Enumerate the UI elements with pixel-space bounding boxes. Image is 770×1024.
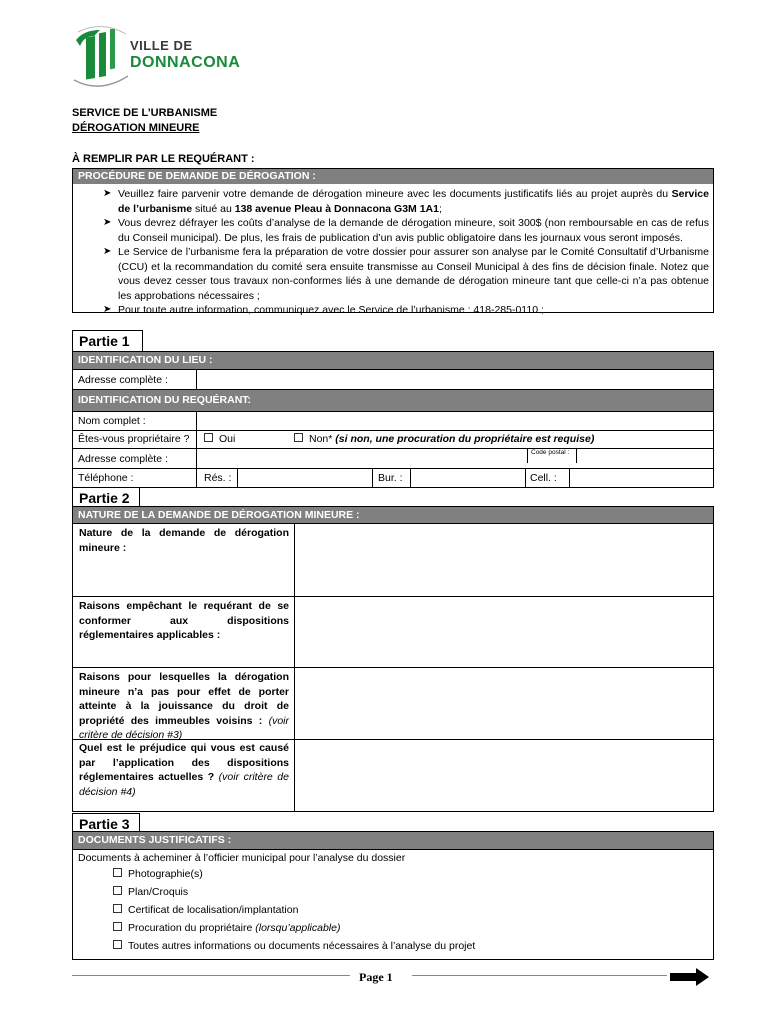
ville-logo <box>72 24 262 90</box>
q-atteinte: Raisons pour lesquelles la dérogation mineure n’a pas pour effet de porter atteinte à la jouissance du droit de propriété des immeubles voisins : (voir critère de décision #3) <box>79 671 289 741</box>
checkbox-icon[interactable] <box>204 433 213 442</box>
oui-option[interactable]: Oui <box>204 433 235 445</box>
label-nom: Nom complet : <box>78 415 146 427</box>
q-raisons: Raisons empêchant le requérant de se conformer aux dispositions réglementaires applicables : <box>79 600 289 641</box>
footer-rule-left <box>72 975 350 976</box>
res-field[interactable] <box>237 469 373 487</box>
row-adresse-lieu <box>72 370 714 390</box>
code-postal-field[interactable] <box>576 449 713 463</box>
doc-item-autres[interactable]: Toutes autres informations ou documents nécessaires à l’analyse du projet <box>113 940 475 958</box>
cell-field[interactable] <box>569 469 713 487</box>
raisons-field[interactable] <box>294 597 713 667</box>
row-nature <box>72 524 714 597</box>
logo-ville-de: VILLE DE <box>130 38 193 53</box>
doc-item-photos[interactable]: Photographie(s) <box>113 868 475 886</box>
partie-2-tab: Partie 2 <box>72 487 140 507</box>
row-telephone <box>72 469 714 488</box>
arrow-bullet-icon: ➤ <box>103 304 112 315</box>
logo-emblem-icon <box>72 24 130 90</box>
nature-header: NATURE DE LA DEMANDE DE DÉROGATION MINEURE : <box>72 506 714 524</box>
partie-1-tab: Partie 1 <box>72 330 143 351</box>
label-code-postal: Code postal : <box>531 449 570 456</box>
fill-in-heading: À REMPLIR PAR LE REQUÉRANT : <box>72 153 255 165</box>
doc-item-procuration[interactable]: Procuration du propriétaire (lorsqu’applicable) <box>113 922 475 940</box>
docs-header: DOCUMENTS JUSTIFICATIFS : <box>72 831 714 850</box>
label-adresse: Adresse complète : <box>78 453 168 465</box>
requerant-header: IDENTIFICATION DU REQUÉRANT: <box>72 390 714 412</box>
procedure-bullet-2: ➤ Vous devrez défrayer les coûts d’analyse de la demande de dérogation mineure, soit 300$ (non remboursable en cas de refus du Conseil municipal). De plus, les frais de publication d’un avis public obligatoire dans les journaux vous seront imposés. <box>103 217 709 244</box>
q-nature: Nature de la demande de dérogation mineure : <box>79 527 289 554</box>
arrow-bullet-icon: ➤ <box>103 217 112 228</box>
checkbox-icon[interactable] <box>294 433 303 442</box>
row-nom <box>72 412 714 431</box>
checkbox-icon[interactable] <box>113 940 122 949</box>
checkbox-icon[interactable] <box>113 922 122 931</box>
lieu-header: IDENTIFICATION DU LIEU : <box>72 351 714 370</box>
doc-item-plan[interactable]: Plan/Croquis <box>113 886 475 904</box>
footer-rule-right <box>412 975 667 976</box>
arrow-bullet-icon: ➤ <box>103 188 112 199</box>
row-adresse <box>72 449 714 469</box>
partie-3-tab: Partie 3 <box>72 813 140 832</box>
procedure-bullet-4: ➤ Pour toute autre information, communiquez avec le Service de l’urbanisme : 418-285-0110 ; <box>103 304 544 316</box>
nom-field[interactable] <box>196 412 713 430</box>
page-number: Page 1 <box>359 970 393 984</box>
label-bur: Bur. : <box>378 472 403 484</box>
label-telephone: Téléphone : <box>78 472 134 484</box>
next-page-arrow-icon[interactable] <box>670 967 710 987</box>
atteinte-field[interactable] <box>294 668 713 739</box>
docs-intro: Documents à acheminer à l’officier municipal pour l’analyse du dossier <box>78 852 406 864</box>
checkbox-icon[interactable] <box>113 868 122 877</box>
procedure-title: PROCÉDURE DE DEMANDE DE DÉROGATION : <box>73 169 713 184</box>
label-proprietaire: Êtes-vous propriétaire ? <box>78 433 190 445</box>
procedure-bullet-3: ➤ Le Service de l’urbanisme fera la préparation de votre dossier pour assurer son analyse par le Comité Consultatif d’Urbanisme (CCU) et la recommandation du comité sera ensuite transmisse au Conseil Municipal à des fins de décision finale. Notez que vous devez cesser tous travaux non-conformes liés à une demande de dérogation mineure tant que celle-ci n’a pas obtenue les approbations nécessaires ; <box>103 246 709 302</box>
label-res: Rés. : <box>204 472 232 484</box>
row-atteinte <box>72 668 714 740</box>
procedure-bullet-1: ➤ Veuillez faire parvenir votre demande de dérogation mineure avec les documents justificatifs liés au projet auprès du Service de l’urbanisme situé au 138 avenue Pleau à Donnacona G3M 1A1; <box>103 188 709 215</box>
logo-donnacona: DONNACONA <box>130 54 241 71</box>
non-option[interactable]: Non* (si non, une procuration du propriétaire est requise) <box>294 433 594 445</box>
docs-section <box>72 850 714 960</box>
checkbox-icon[interactable] <box>113 904 122 913</box>
service-title: SERVICE DE L’URBANISME <box>72 107 218 119</box>
procedure-bullets <box>73 184 713 318</box>
row-proprietaire <box>72 431 714 449</box>
procedure-section <box>72 168 714 316</box>
adresse-lieu-field[interactable] <box>196 370 713 389</box>
nature-field[interactable] <box>294 524 713 596</box>
row-prejudice <box>72 740 714 812</box>
arrow-bullet-icon: ➤ <box>103 246 112 257</box>
label-adresse-lieu: Adresse complète : <box>78 374 168 386</box>
form-title: DÉROGATION MINEURE <box>72 122 200 134</box>
prejudice-field[interactable] <box>294 740 713 811</box>
row-raisons <box>72 597 714 668</box>
doc-item-certificat[interactable]: Certificat de localisation/implantation <box>113 904 475 922</box>
bur-field[interactable] <box>410 469 526 487</box>
docs-list <box>113 868 475 958</box>
label-cell: Cell. : <box>530 472 557 484</box>
checkbox-icon[interactable] <box>113 886 122 895</box>
non-note: (si non, une procuration du propriétaire est requise) <box>335 433 595 445</box>
q-prejudice: Quel est le préjudice qui vous est causé par l’application des dispositions réglementaires actuelles ? (voir critère de décision #4) <box>79 742 289 798</box>
